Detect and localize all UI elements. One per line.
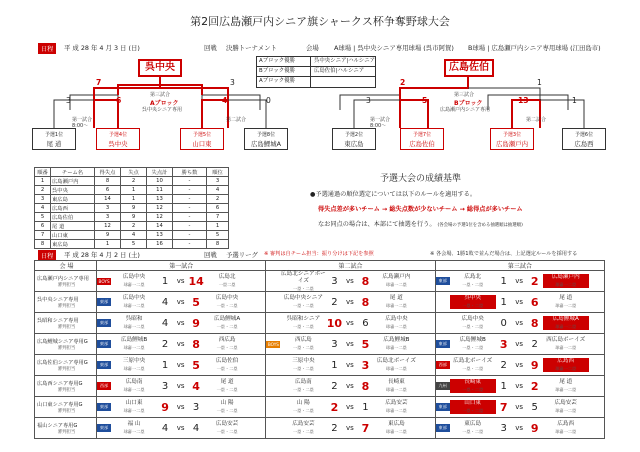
game-cell bbox=[435, 271, 604, 292]
score: 1 bbox=[572, 96, 577, 105]
league-tag: 東部 bbox=[97, 403, 111, 411]
home-team: 広島鯉城B 一塁・二塁 bbox=[459, 337, 486, 350]
score: 0 bbox=[266, 96, 271, 105]
home-score: 4 bbox=[161, 296, 169, 308]
table-row: 7 山口東 9 4 13 - 5 bbox=[35, 231, 229, 240]
bracket-team: 予選7位 広島佐伯 bbox=[400, 128, 444, 150]
vs-label: vs bbox=[176, 361, 185, 369]
vs-label: vs bbox=[176, 277, 185, 285]
day2-venue-b: B球場 | 広島瀬戸内シニア専用球場 (江田島市) bbox=[468, 44, 601, 52]
block-b-champion: 広島佐伯 bbox=[444, 59, 494, 77]
block-b-round1: 第一試合 bbox=[370, 117, 391, 123]
league-tag bbox=[266, 385, 280, 387]
bracket-team: 予選8位 広島鯉城A bbox=[244, 128, 288, 150]
home-score: 2 bbox=[331, 296, 338, 308]
home-team: 広島中央 球審一二塁 bbox=[122, 295, 146, 308]
game-cell bbox=[266, 376, 435, 397]
block-a-round2: 第二試合 bbox=[226, 117, 247, 123]
away-team: 尾 道 球審一二塁 bbox=[555, 379, 577, 392]
home-team: 三原中央 一塁・二塁 bbox=[292, 358, 315, 371]
day2-date: 平 成 28 年 4 月 3 日 (日) bbox=[64, 44, 140, 52]
block-a-venue: 呉中央シニア専用 bbox=[142, 107, 183, 113]
away-team: 広島鯉城A 球審一二塁 bbox=[543, 316, 589, 330]
block-b-venue: 広島瀬戸内シニア専用 bbox=[440, 107, 491, 113]
table-row: 1 広島瀬戸内 8 2 10 - 3 bbox=[35, 177, 229, 186]
away-score: 6 bbox=[530, 295, 539, 309]
league-tag: 東部 bbox=[436, 340, 450, 348]
away-team: 尾 道 球審一二塁 bbox=[385, 295, 407, 308]
home-team: 呉昭和シニア 一塁・二塁 bbox=[286, 316, 321, 329]
away-team: 広島安芸 一塁・二塁 bbox=[215, 421, 239, 434]
game-cell bbox=[266, 271, 435, 292]
away-score: 7 bbox=[361, 421, 370, 435]
vs-label: vs bbox=[176, 340, 185, 348]
home-team: 三原中央 球審一二塁 bbox=[122, 358, 146, 371]
vs-label: vs bbox=[515, 424, 524, 432]
away-score: 3 bbox=[192, 401, 200, 413]
table-row: 5 広島佐伯 3 9 12 - 7 bbox=[35, 213, 229, 222]
league-tag: 東部 bbox=[436, 424, 450, 432]
home-team: 山口東 一塁・二塁 bbox=[450, 400, 496, 414]
vs-label: vs bbox=[176, 298, 185, 306]
venue-cell: 広島鯉城シニア専用G 審判担当 bbox=[35, 334, 97, 355]
home-score: 1 bbox=[500, 296, 507, 308]
league-header: 会 場 第一試合 第二試合 第三試合 bbox=[35, 261, 605, 271]
table-row bbox=[35, 271, 605, 292]
away-score: 2 bbox=[530, 274, 539, 288]
venue-cell: 広島瀬戸内シニア専用 審判担当 bbox=[35, 271, 97, 292]
day1-date: 平 成 28 年 4 月 2 日 (土) bbox=[64, 251, 140, 259]
league-tag bbox=[266, 322, 280, 324]
vs-label: vs bbox=[176, 403, 185, 411]
vs-label: vs bbox=[345, 298, 354, 306]
score: 6 bbox=[116, 96, 122, 105]
bracket-team: 予選6位 広島西 bbox=[562, 128, 606, 150]
home-score: 3 bbox=[161, 380, 169, 392]
away-team: 尾 道 一塁・二塁 bbox=[216, 379, 238, 392]
away-score: 2 bbox=[531, 338, 538, 350]
home-team: 山口東 球審一二塁 bbox=[123, 400, 145, 413]
home-team: 広島中央シニア 一塁・二塁 bbox=[283, 295, 323, 308]
league-tag: 東部 bbox=[436, 403, 450, 411]
bracket-team: 予選1位 尾 道 bbox=[32, 128, 76, 150]
away-team: 東広島 球審一二塁 bbox=[385, 421, 407, 434]
away-team: 西広島 一塁・二塁 bbox=[216, 337, 238, 350]
vs-label: vs bbox=[345, 277, 354, 285]
vs-label: vs bbox=[515, 382, 524, 390]
league-tag: 西部 bbox=[436, 361, 450, 369]
block-a-champion: 呉中央 bbox=[138, 59, 182, 77]
vs-label: vs bbox=[345, 319, 354, 327]
table-row bbox=[35, 334, 605, 355]
away-team: 広島中央 球審一二塁 bbox=[385, 316, 408, 329]
vs-label: vs bbox=[515, 319, 524, 327]
home-score: 1 bbox=[500, 380, 507, 392]
criteria-block bbox=[310, 171, 523, 228]
table-row bbox=[35, 355, 605, 376]
away-score: 14 bbox=[188, 274, 204, 288]
away-team: 長崎東 球審一二塁 bbox=[385, 379, 407, 392]
venue-cell: 山口東シニア専用G 審判担当 bbox=[35, 397, 97, 418]
block-a-round1: 第一試合 bbox=[72, 117, 93, 123]
home-score: 4 bbox=[161, 422, 169, 434]
block-b-label: Bブロック bbox=[454, 100, 483, 107]
away-team: 広島鯉城A 一塁・二塁 bbox=[213, 316, 241, 329]
league-tag: 東部 bbox=[97, 361, 111, 369]
away-score: 3 bbox=[361, 358, 370, 372]
home-team: 長崎東 一塁・二塁 bbox=[450, 379, 496, 393]
league-tag: 東部 bbox=[436, 277, 450, 285]
table-row: 3 東広島 14 1 13 - 2 bbox=[35, 195, 229, 204]
away-score: 2 bbox=[530, 379, 539, 393]
away-team: 広島西 球審一二塁 bbox=[555, 421, 577, 434]
home-team: 西広島 一塁・二塁 bbox=[292, 337, 314, 350]
vs-label: vs bbox=[345, 340, 354, 348]
home-team: 広島中央 球審一二塁 bbox=[122, 274, 146, 287]
league-tag: 東部 bbox=[97, 298, 111, 306]
home-score: 2 bbox=[500, 359, 507, 371]
game-cell bbox=[266, 418, 435, 439]
legend-row: Bブロック優勝 広島佐伯|ハルシニア bbox=[257, 67, 375, 77]
home-score: 7 bbox=[499, 400, 508, 414]
home-team: 呉中央 一塁・二塁 bbox=[450, 295, 496, 309]
league-tag: 東部 bbox=[97, 424, 111, 432]
score: 3 bbox=[366, 96, 371, 105]
home-team: 広島北 一塁・二塁 bbox=[462, 274, 484, 287]
home-score: 1 bbox=[331, 359, 338, 371]
score: 13 bbox=[518, 96, 529, 105]
away-team: 広島西 球審一二塁 bbox=[543, 358, 589, 372]
venue-cell: 呉昭和シニア専用 審判担当 bbox=[35, 313, 97, 334]
away-score: 6 bbox=[362, 317, 369, 329]
bracket-team: 予選3位 広島瀬戸内 bbox=[490, 128, 534, 150]
game-cell bbox=[435, 376, 604, 397]
block-a-round3: 第三試合 bbox=[150, 92, 171, 98]
away-team: 尾 道 球審一二塁 bbox=[555, 295, 577, 308]
league-tag bbox=[266, 364, 280, 366]
away-score: 8 bbox=[530, 316, 539, 330]
game-cell bbox=[435, 313, 604, 334]
home-team: 広島北シニアボーイズ 一塁・二塁 bbox=[281, 270, 326, 291]
score: 7 bbox=[96, 78, 102, 87]
league-tag: 九州 bbox=[436, 382, 450, 390]
bracket-team: 予選2位 東広島 bbox=[332, 128, 376, 150]
game-cell bbox=[97, 355, 266, 376]
score: 1 bbox=[537, 78, 542, 87]
away-score: 8 bbox=[361, 274, 370, 288]
away-score: 4 bbox=[192, 379, 200, 393]
league-tag: BOYS bbox=[267, 341, 279, 347]
criteria-line: ●予選通過の順位選定については以下のルールを適用する。 bbox=[310, 191, 477, 198]
home-score: 1 bbox=[161, 359, 169, 371]
legend-row: Aブロック優勝 bbox=[257, 77, 375, 87]
league-tag bbox=[266, 280, 280, 282]
home-score: 2 bbox=[161, 338, 169, 350]
day1-note: ※ 各会場、1勝1敗で並んだ場合は、上記選定ルールを採用する bbox=[430, 251, 578, 257]
page-title: 第2回広島瀬戸内シニア旗シャークス杯争奪野球大会 bbox=[190, 15, 450, 28]
day1-note: ※ 審判は自チーム担当：振り分けは下記を参照 bbox=[264, 251, 374, 257]
score: 3 bbox=[66, 96, 71, 105]
vs-label: vs bbox=[176, 382, 185, 390]
home-score: 3 bbox=[499, 337, 508, 351]
game-cell bbox=[97, 334, 266, 355]
game-cell bbox=[435, 355, 604, 376]
away-score: 5 bbox=[531, 401, 538, 413]
away-team: 広島瀬戸内 球審一二塁 bbox=[382, 274, 411, 287]
league-tag bbox=[436, 301, 450, 303]
day1-tag: 日程 bbox=[38, 250, 56, 261]
game-cell bbox=[97, 313, 266, 334]
away-team: 広島中央 一塁・二塁 bbox=[215, 295, 239, 308]
home-team: 広島鯉城B 球審一二塁 bbox=[120, 337, 148, 350]
day2-round: 回戦 bbox=[204, 44, 217, 52]
day1-type: 予選リーグ bbox=[226, 251, 258, 259]
league-tag bbox=[436, 322, 450, 324]
block-b-round3: 第三試合 bbox=[454, 92, 475, 98]
criteria-line: なお同点の場合は、本部にて抽選を行う。 (各会場の予選1位を含める抽選順は抽選順) bbox=[318, 221, 523, 228]
away-team: 広島佐伯 一塁・二塁 bbox=[215, 358, 239, 371]
league-tag bbox=[266, 427, 280, 429]
home-score: 3 bbox=[331, 338, 338, 350]
game-cell bbox=[97, 292, 266, 313]
home-team: 山 陽 一塁・二塁 bbox=[292, 400, 314, 413]
game-cell bbox=[266, 292, 435, 313]
home-score: 1 bbox=[500, 275, 507, 287]
home-score: 1 bbox=[161, 275, 169, 287]
table-row bbox=[35, 397, 605, 418]
criteria-title: 予選大会の成績基準 bbox=[380, 174, 462, 184]
away-score: 9 bbox=[530, 421, 539, 435]
home-score: 2 bbox=[330, 400, 339, 414]
home-team: 広島南 球審一二塁 bbox=[123, 379, 145, 392]
game-cell bbox=[97, 376, 266, 397]
game-cell bbox=[97, 418, 266, 439]
home-team: 広島安芸 一塁・二塁 bbox=[292, 421, 315, 434]
home-team: 広島中央 一塁・二塁 bbox=[461, 316, 484, 329]
game-cell bbox=[435, 334, 604, 355]
home-score: 2 bbox=[331, 380, 338, 392]
game-cell bbox=[435, 397, 604, 418]
table-row bbox=[35, 376, 605, 397]
venue-cell: 呉中央シニア専用 審判担当 bbox=[35, 292, 97, 313]
vs-label: vs bbox=[515, 340, 524, 348]
venue-cell: 広島西シニア専用G 審判担当 bbox=[35, 376, 97, 397]
away-score: 5 bbox=[192, 295, 200, 309]
vs-label: vs bbox=[345, 424, 354, 432]
table-row bbox=[35, 292, 605, 313]
home-score: 0 bbox=[500, 317, 507, 329]
day2-tag: 日程 bbox=[38, 43, 56, 54]
legend-row: Aブロック優勝 呉中央シニア|ハルシニア bbox=[257, 57, 375, 67]
home-score: 2 bbox=[331, 422, 338, 434]
league-tag: BOYS bbox=[98, 278, 110, 284]
away-score: 1 bbox=[362, 401, 369, 413]
league-tag: 西部 bbox=[97, 382, 111, 390]
away-score: 8 bbox=[361, 379, 370, 393]
away-team: 広島安芸 球審一二塁 bbox=[385, 400, 408, 413]
game-cell bbox=[97, 397, 266, 418]
game-cell bbox=[266, 313, 435, 334]
table-row: 4 広島西 3 9 12 - 6 bbox=[35, 204, 229, 213]
block-a-label: Aブロック bbox=[150, 100, 179, 107]
away-team: 広島安芸 球審一二塁 bbox=[554, 400, 577, 413]
home-score: 3 bbox=[331, 275, 338, 287]
day1-header bbox=[34, 250, 614, 260]
away-team: 西広島ボーイズ 球審一二塁 bbox=[546, 337, 586, 350]
day2-type: 決勝トーナメント bbox=[226, 44, 277, 52]
table-row: 8 東広島 1 5 16 - 8 bbox=[35, 240, 229, 249]
day1-round: 回戦 bbox=[204, 251, 217, 259]
score: 2 bbox=[400, 78, 406, 87]
vs-label: vs bbox=[515, 298, 524, 306]
away-score: 5 bbox=[192, 358, 200, 372]
league-tag bbox=[266, 301, 280, 303]
vs-label: vs bbox=[345, 403, 354, 411]
game-cell bbox=[435, 292, 604, 313]
bracket-team: 予選5位 山口東 bbox=[180, 128, 224, 150]
block-a-time: 8:00～ bbox=[72, 123, 89, 129]
league-tag: 東部 bbox=[97, 319, 111, 327]
league-table bbox=[34, 260, 605, 439]
game-cell bbox=[266, 355, 435, 376]
away-score: 4 bbox=[192, 422, 200, 434]
table-row bbox=[35, 418, 605, 439]
league-tag: 東部 bbox=[97, 340, 111, 348]
vs-label: vs bbox=[176, 319, 185, 327]
home-team: 東広島 一塁・二塁 bbox=[462, 421, 484, 434]
away-team: 広島北 一塁二塁 bbox=[218, 274, 236, 287]
game-cell bbox=[266, 334, 435, 355]
vs-label: vs bbox=[515, 403, 524, 411]
home-score: 9 bbox=[161, 400, 169, 414]
away-score: 5 bbox=[361, 337, 370, 351]
away-score: 9 bbox=[192, 316, 200, 330]
home-team: 広島北ボーイズ 一塁・二塁 bbox=[453, 358, 493, 371]
venue-cell: 広島佐伯シニア専用G 審判担当 bbox=[35, 355, 97, 376]
table-row bbox=[35, 313, 605, 334]
game-cell bbox=[435, 418, 604, 439]
table-row: 6 尾 道 12 2 14 - 1 bbox=[35, 222, 229, 231]
away-score: 8 bbox=[192, 337, 200, 351]
day2-venue-a: A球場 | 呉中央シニア専用球場 (呉市阿賀) bbox=[334, 44, 454, 52]
venue-cell: 福山シニア専用G 審判担当 bbox=[35, 418, 97, 439]
home-score: 10 bbox=[326, 316, 343, 330]
game-cell bbox=[97, 271, 266, 292]
game-cell bbox=[266, 397, 435, 418]
vs-label: vs bbox=[345, 361, 354, 369]
bracket-team: 予選4位 呉中央 bbox=[96, 128, 140, 150]
criteria-rule: 得失点差が多いチーム → 総失点数が少ないチーム → 総得点が多いチーム bbox=[318, 206, 523, 213]
away-team: 広島鯉城B 球審一二塁 bbox=[383, 337, 410, 350]
score: 5 bbox=[422, 96, 428, 105]
league-tag bbox=[266, 406, 280, 408]
home-team: 広島南 一塁・二塁 bbox=[292, 379, 314, 392]
vs-label: vs bbox=[515, 277, 524, 285]
away-team: 山 陽 一塁・二塁 bbox=[216, 400, 238, 413]
away-score: 9 bbox=[530, 358, 539, 372]
block-b-time: 8:00～ bbox=[370, 123, 387, 129]
away-score: 8 bbox=[361, 295, 370, 309]
table-row: 2 呉中央 6 1 11 - 4 bbox=[35, 186, 229, 195]
away-team: 広島瀬戸内 球審一二塁 bbox=[543, 274, 589, 288]
home-team: 福 山 球審一二塁 bbox=[123, 421, 145, 434]
score: 4 bbox=[222, 96, 228, 105]
standings-table bbox=[34, 167, 229, 249]
vs-label: vs bbox=[515, 361, 524, 369]
day2-venue-label: 会場 bbox=[306, 44, 319, 52]
standings-header: 順番 チーム名 得失点 失点 失点計 勝ち数 順位 bbox=[35, 168, 229, 177]
block-b-round2: 第二試合 bbox=[526, 117, 547, 123]
vs-label: vs bbox=[176, 424, 185, 432]
vs-label: vs bbox=[345, 382, 354, 390]
home-score: 3 bbox=[500, 422, 507, 434]
home-team: 呉昭和 球審一二塁 bbox=[123, 316, 145, 329]
away-team: 広島北ボーイズ 球審一二塁 bbox=[376, 358, 416, 371]
score: 3 bbox=[230, 78, 235, 87]
home-score: 4 bbox=[161, 317, 169, 329]
